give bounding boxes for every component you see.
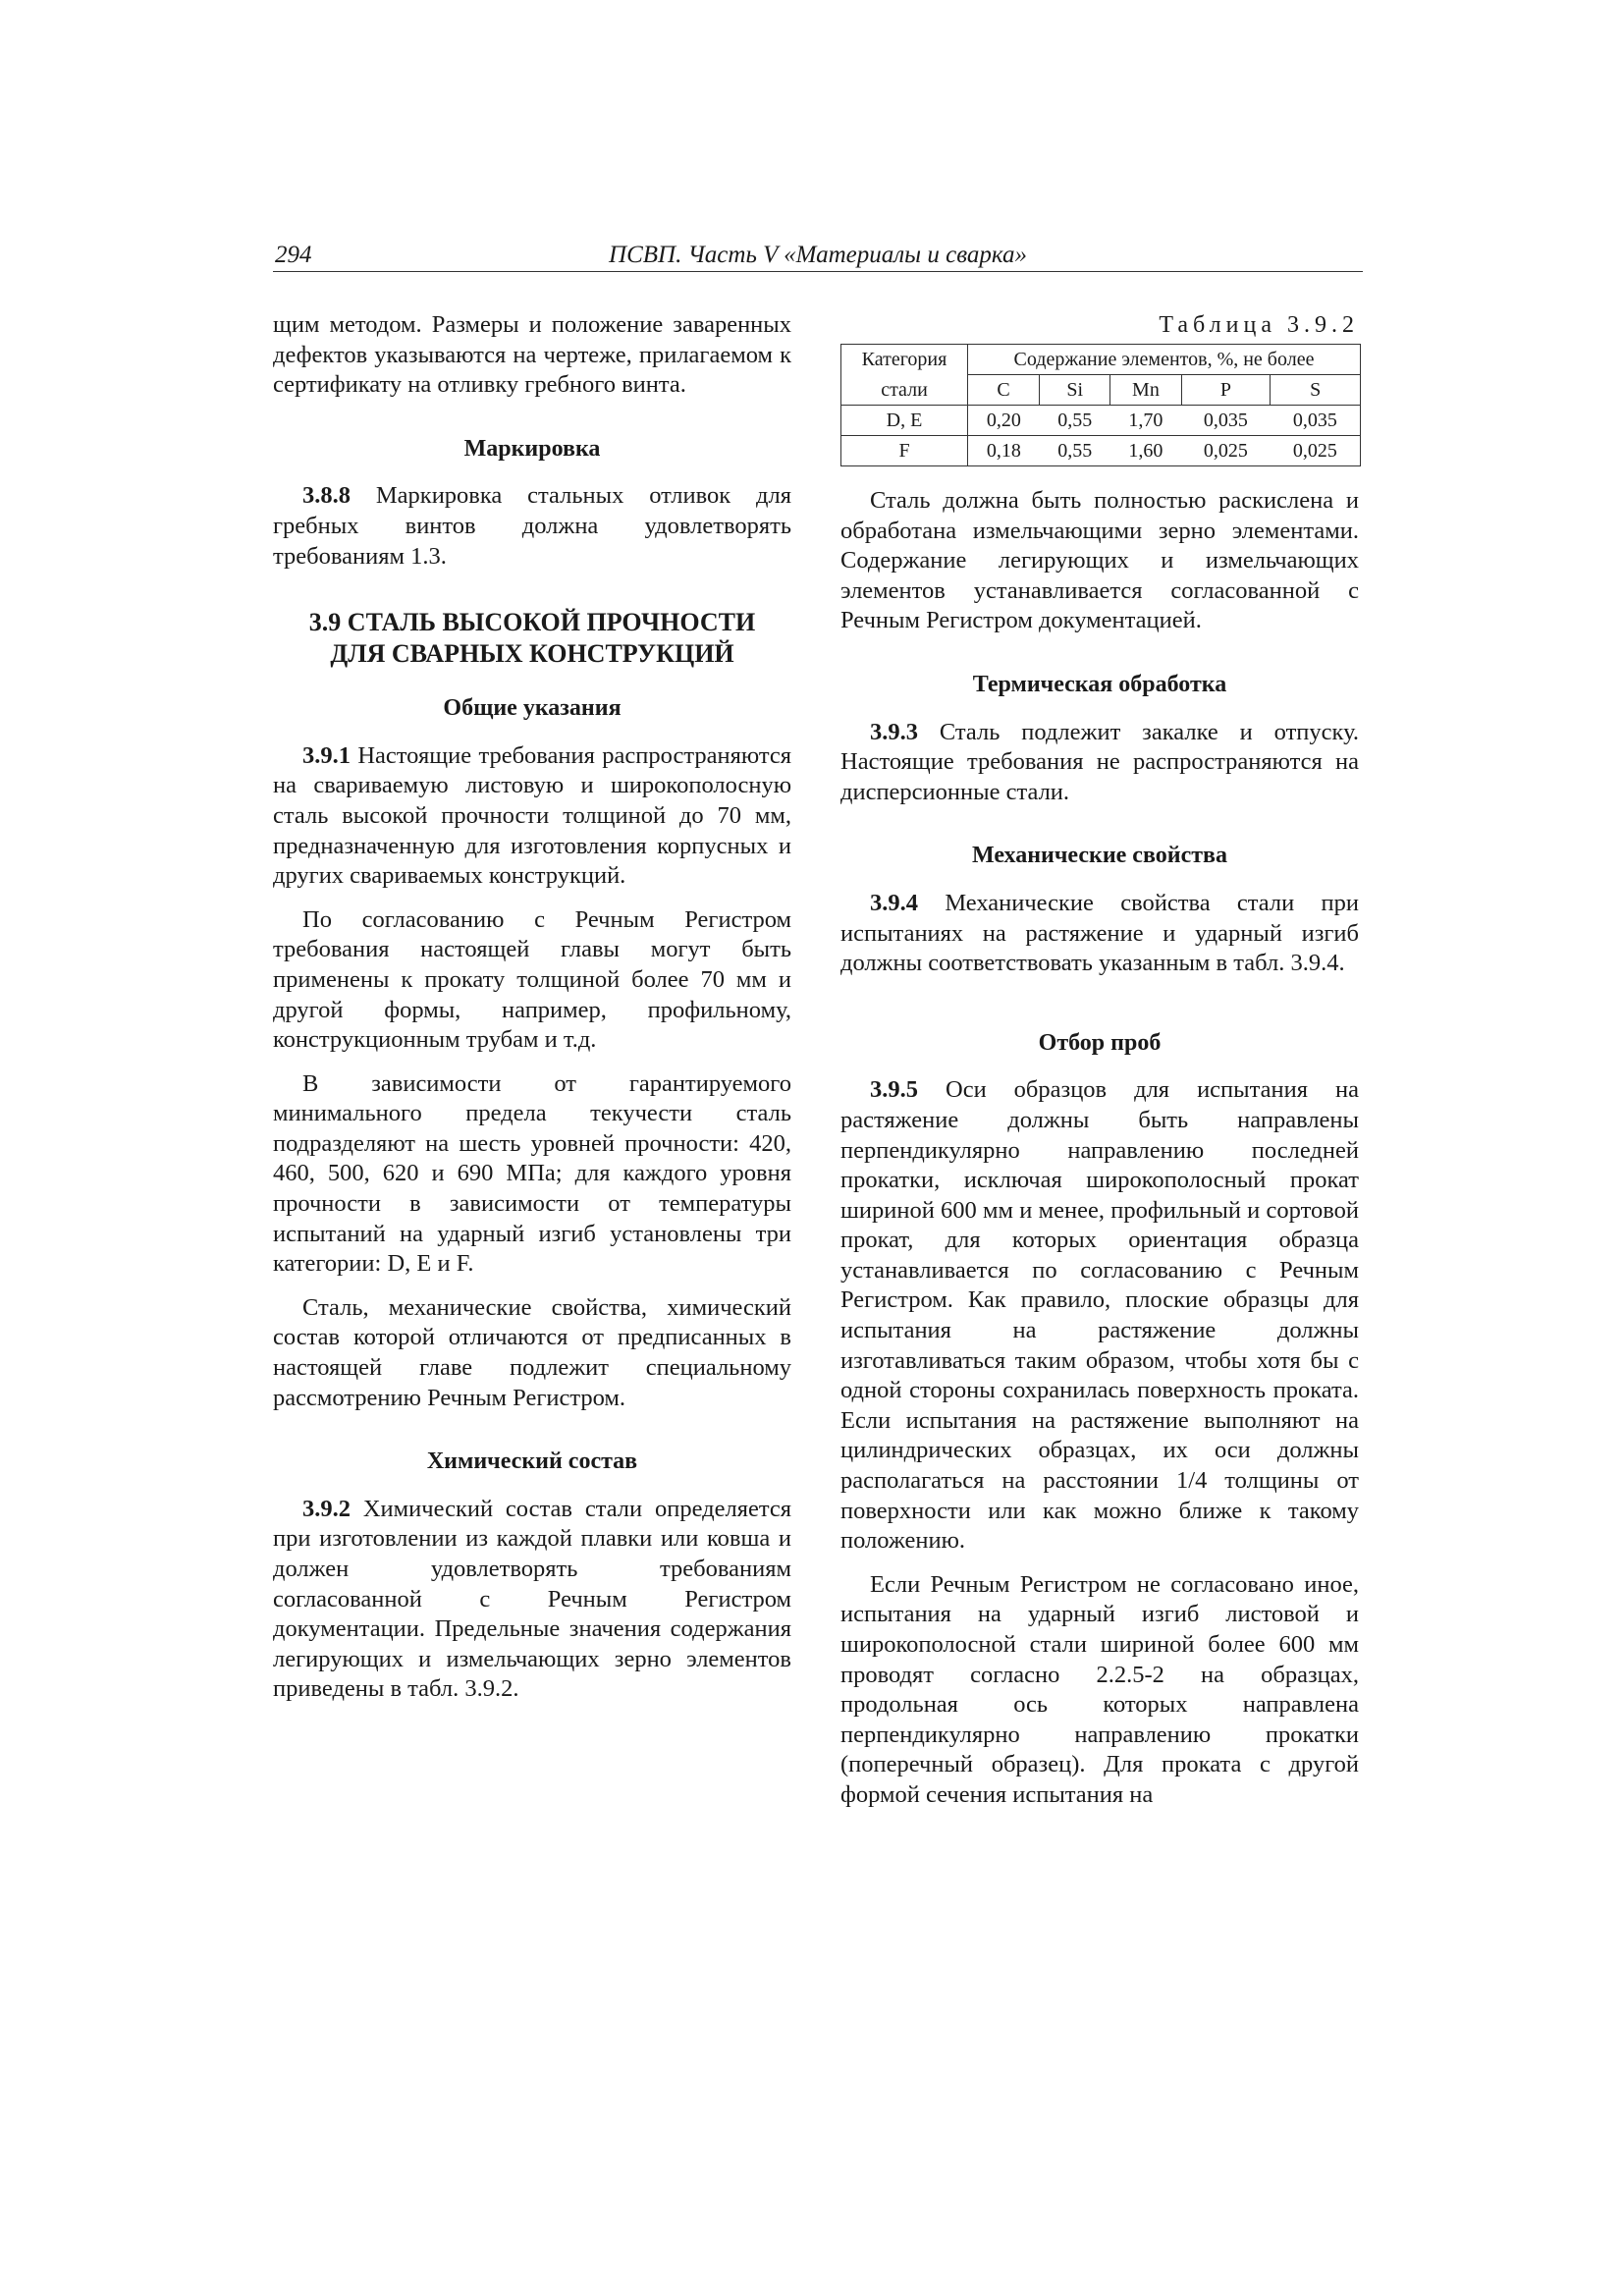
clause-text: Маркировка стальных отливок для гребных винтов должна удовлетворять требованиям 1.3. — [273, 482, 791, 570]
page-number: 294 — [275, 242, 312, 268]
clause-number: 3.9.5 — [870, 1076, 918, 1104]
value-cell: 1,60 — [1110, 436, 1181, 466]
table-row — [841, 436, 1361, 466]
value-cell: 0,55 — [1040, 436, 1110, 466]
section-title-line-2: ДЛЯ СВАРНЫХ КОНСТРУКЦИЙ — [330, 639, 734, 669]
section-title-3-9 — [273, 607, 791, 670]
element-header: P — [1181, 375, 1271, 406]
clause-number: 3.8.8 — [302, 482, 351, 510]
paragraph-strength-levels: В зависимости от гарантируемого минимального предела текучести сталь подразделяют на шесть уровней прочности: 420, 460, 500, 620 и 690 МПа; для каждого уровня прочности в зависимости от температуры испытаний на ударный изгиб установлены три категории: D, E и F. — [273, 1069, 791, 1278]
value-cell: 0,55 — [1040, 406, 1110, 436]
clause-text: Оси образцов для испытания на растяжение должны быть направлены перпендикулярно направлению последней прокатки, исключая широкополосный прокат шириной 600 мм и менее, профильный и сортовой прокат, для которых ориентация образца устанавливается по согласованию с Речным Регистром. Как правило, плоские образцы для испытания на растяжение должны изготавливаться таким образом, чтобы хотя бы с одной стороны сохранилась поверхность проката. Если испытания на растяжение выполняют на цилиндрических образцах, их оси должны располагаться на расстоянии 1/4 толщины от поверхности или как можно ближе к такому положению. — [840, 1076, 1359, 1555]
paragraph-continued: щим методом. Размеры и положение заваренных дефектов указываются на чертеже, прилагаемом к сертификату на отливку гребного винта. — [273, 311, 791, 399]
category-cell: D, E — [841, 406, 968, 436]
value-cell: 0,20 — [968, 406, 1040, 436]
clause-text: Настоящие требования распространяются на свариваемую листовую и широкополосную сталь высокой прочности толщиной до 70 мм, предназначенную для изготовления корпусных и других свариваемых конструкций. — [273, 741, 791, 890]
element-header: C — [968, 375, 1040, 406]
paragraph-3-9-4 — [840, 889, 1359, 979]
value-cell: 0,18 — [968, 436, 1040, 466]
table-subheader-row — [841, 375, 1361, 406]
clause-text: Сталь подлежит закалке и отпуску. Настоящие требования не распространяются на дисперсионные стали. — [840, 718, 1359, 805]
left-column — [273, 310, 791, 1719]
table-header-row — [841, 345, 1361, 375]
table-row — [841, 406, 1361, 436]
value-cell: 0,025 — [1271, 436, 1361, 466]
value-cell: 0,035 — [1271, 406, 1361, 436]
paragraph-3-9-3 — [840, 718, 1359, 808]
paragraph-agreement: По согласованию с Речным Регистром требования настоящей главы могут быть применены к прокату толщиной более 70 мм и другой формы, например, профильному, конструкционным трубам и т.д. — [273, 905, 791, 1054]
section-title-line-1: 3.9 СТАЛЬ ВЫСОКОЙ ПРОЧНОСТИ — [308, 608, 756, 637]
clause-number: 3.9.1 — [302, 741, 351, 769]
paragraph-3-9-1 — [273, 741, 791, 892]
heading-sampling: Отбор проб — [1038, 1029, 1162, 1056]
element-header: Si — [1040, 375, 1110, 406]
right-column — [840, 310, 1359, 1825]
clause-number: 3.9.2 — [302, 1495, 351, 1522]
page-header — [273, 242, 1363, 272]
running-title: ПСВП. Часть V «Материалы и сварка» — [609, 242, 1027, 268]
header-content: Содержание элементов, %, не более — [968, 345, 1361, 375]
category-cell: F — [841, 436, 968, 466]
header-category-2: стали — [841, 375, 968, 406]
value-cell: 1,70 — [1110, 406, 1181, 436]
heading-mechanical: Механические свойства — [972, 843, 1227, 869]
heading-general: Общие указания — [443, 695, 622, 722]
heading-chemical: Химический состав — [426, 1449, 638, 1475]
paragraph-3-9-5 — [840, 1075, 1359, 1557]
value-cell: 0,035 — [1181, 406, 1271, 436]
element-header: S — [1271, 375, 1361, 406]
paragraph-3-8-8 — [273, 481, 791, 572]
heading-marking: Маркировка — [463, 435, 601, 462]
chemical-composition-table — [840, 344, 1361, 466]
clause-text: Механические свойства стали при испытаниях на растяжение и ударный изгиб должны соответствовать указанным в табл. 3.9.4. — [840, 889, 1359, 977]
element-header: Mn — [1110, 375, 1181, 406]
paragraph-special-review: Сталь, механические свойства, химический состав которой отличаются от предписанных в настоящей главе подлежит специальному рассмотрению Речным Регистром. — [273, 1293, 791, 1411]
paragraph-deoxidation: Сталь должна быть полностью раскислена и обработана измельчающими зерно элементами. Содержание легирующих и измельчающих элементов устанавливается согласованной с Речным Регистром документацией. — [840, 487, 1359, 634]
clause-text: Химический состав стали определяется при изготовлении из каждой плавки или ковша и должен удовлетворять требованиям согласованной с Речным Регистром документации. Предельные значения содержания легирующих и измельчающих зерно элементов приведены в табл. 3.9.2. — [273, 1495, 791, 1703]
heading-heat-treatment: Термическая обработка — [972, 671, 1227, 697]
clause-number: 3.9.3 — [870, 718, 918, 745]
clause-number: 3.9.4 — [870, 889, 918, 916]
paragraph-3-9-2 — [273, 1495, 791, 1705]
header-category: Категория — [841, 345, 968, 375]
table-caption: Таблица 3.9.2 — [1159, 312, 1359, 338]
paragraph-impact-tests: Если Речным Регистром не согласовано иное, испытания на ударный изгиб листовой и широкополосной стали шириной более 600 мм проводят согласно 2.2.5-2 на образцах, продольная ось которых направлена перпендикулярно направлению прокатки (поперечный образец). Для проката с другой формой сечения испытания на — [840, 1570, 1359, 1808]
value-cell: 0,025 — [1181, 436, 1271, 466]
